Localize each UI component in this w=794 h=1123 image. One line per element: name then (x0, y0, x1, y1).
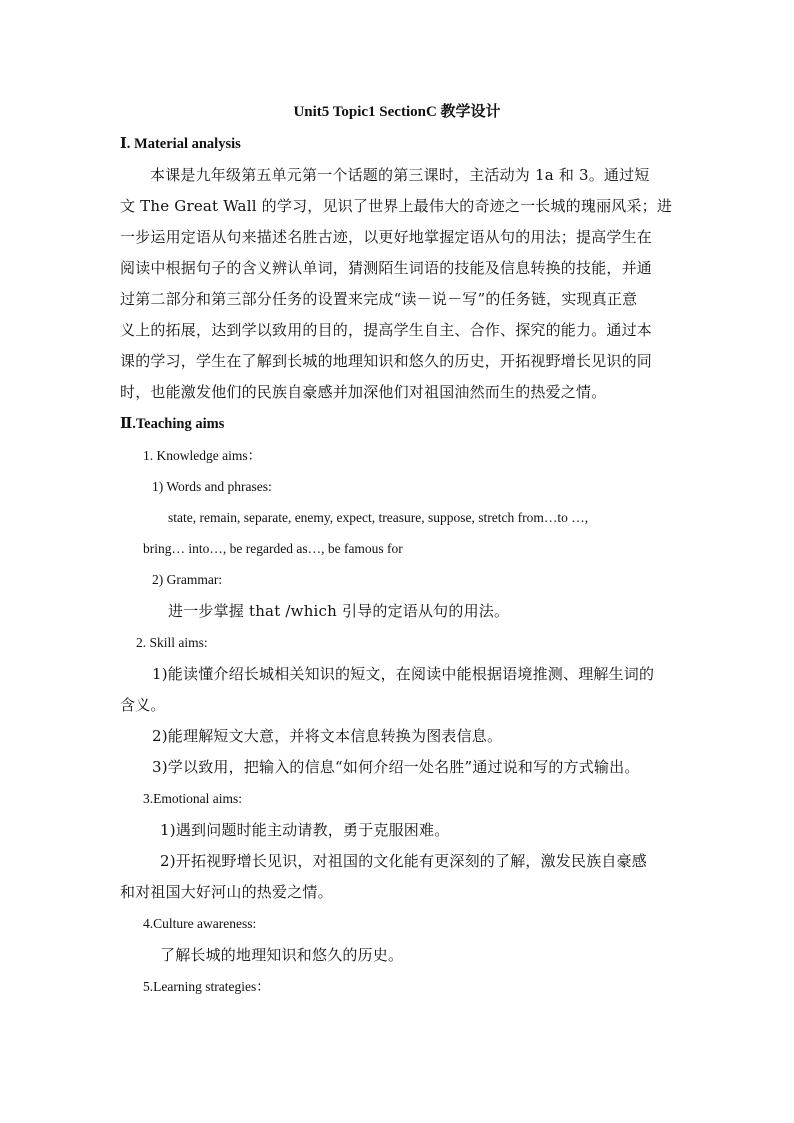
emotional-aim-2-line-1: 2)开拓视野增长见识，对祖国的文化能有更深刻的了解，激发民族自豪感 (160, 852, 647, 870)
emotional-aims-label: 3.Emotional aims: (143, 791, 242, 806)
grammar-label: 2) Grammar: (152, 572, 223, 587)
section-heading-teaching-aims: Ⅱ.Teaching aims (120, 416, 225, 432)
words-list-line-2: bring… into…, be regarded as…, be famous for (143, 541, 403, 556)
material-paragraph-line-5: 过第二部分和第三部分任务的设置来完成“读－说－写”的任务链，实现真正意 (120, 290, 638, 308)
culture-awareness-text: 了解长城的地理知识和悠久的历史。 (160, 946, 404, 964)
material-paragraph-line-8: 时，也能激发他们的民族自豪感并加深他们对祖国油然而生的热爱之情。 (120, 383, 607, 401)
learning-strategies-label: 5.Learning strategies： (143, 979, 270, 994)
emotional-aim-2-line-2: 和对祖国大好河山的热爱之情。 (120, 883, 333, 901)
skill-aims-label: 2. Skill aims: (136, 635, 208, 650)
emotional-aim-1: 1)遇到问题时能主动请教，勇于克服困难。 (160, 821, 450, 839)
skill-aim-1-line-1: 1)能读懂介绍长城相关知识的短文，在阅读中能根据语境推测、理解生词的 (152, 665, 655, 683)
material-paragraph-line-1: 本课是九年级第五单元第一个话题的第三课时，主活动为 1a 和 3。通过短 (150, 166, 650, 184)
material-paragraph-line-7: 课的学习，学生在了解到长城的地理知识和悠久的历史，开拓视野增长见识的同 (120, 352, 653, 370)
material-paragraph-line-2: 文 The Great Wall 的学习，见识了世界上最伟大的奇迹之一长城的瑰丽风采；进 (120, 197, 673, 215)
knowledge-aims-label: 1. Knowledge aims： (143, 448, 262, 463)
grammar-text: 进一步掌握 that /which 引导的定语从句的用法。 (168, 602, 510, 620)
words-and-phrases-label: 1) Words and phrases: (152, 479, 272, 494)
section-heading-material-analysis: Ⅰ. Material analysis (120, 136, 241, 152)
skill-aim-3: 3)学以致用，把输入的信息“如何介绍一处名胜”通过说和写的方式输出。 (152, 758, 640, 776)
words-list-line-1: state, remain, separate, enemy, expect, treasure, suppose, stretch from…to …, (168, 510, 589, 525)
skill-aim-1-line-2: 含义。 (120, 696, 166, 714)
material-paragraph-line-6: 义上的拓展，达到学以致用的目的，提高学生自主、合作、探究的能力。通过本 (120, 321, 653, 339)
culture-awareness-label: 4.Culture awareness: (143, 916, 257, 931)
skill-aim-2: 2)能理解短文大意，并将文本信息转换为图表信息。 (152, 727, 503, 745)
material-paragraph-line-4: 阅读中根据句子的含义辨认单词，猜测陌生词语的技能及信息转换的技能，并通 (120, 259, 653, 277)
material-paragraph-line-3: 一步运用定语从句来描述名胜古迹，以更好地掌握定语从句的用法；提高学生在 (120, 228, 653, 246)
document-title: Unit5 Topic1 SectionC 教学设计 (293, 104, 501, 120)
